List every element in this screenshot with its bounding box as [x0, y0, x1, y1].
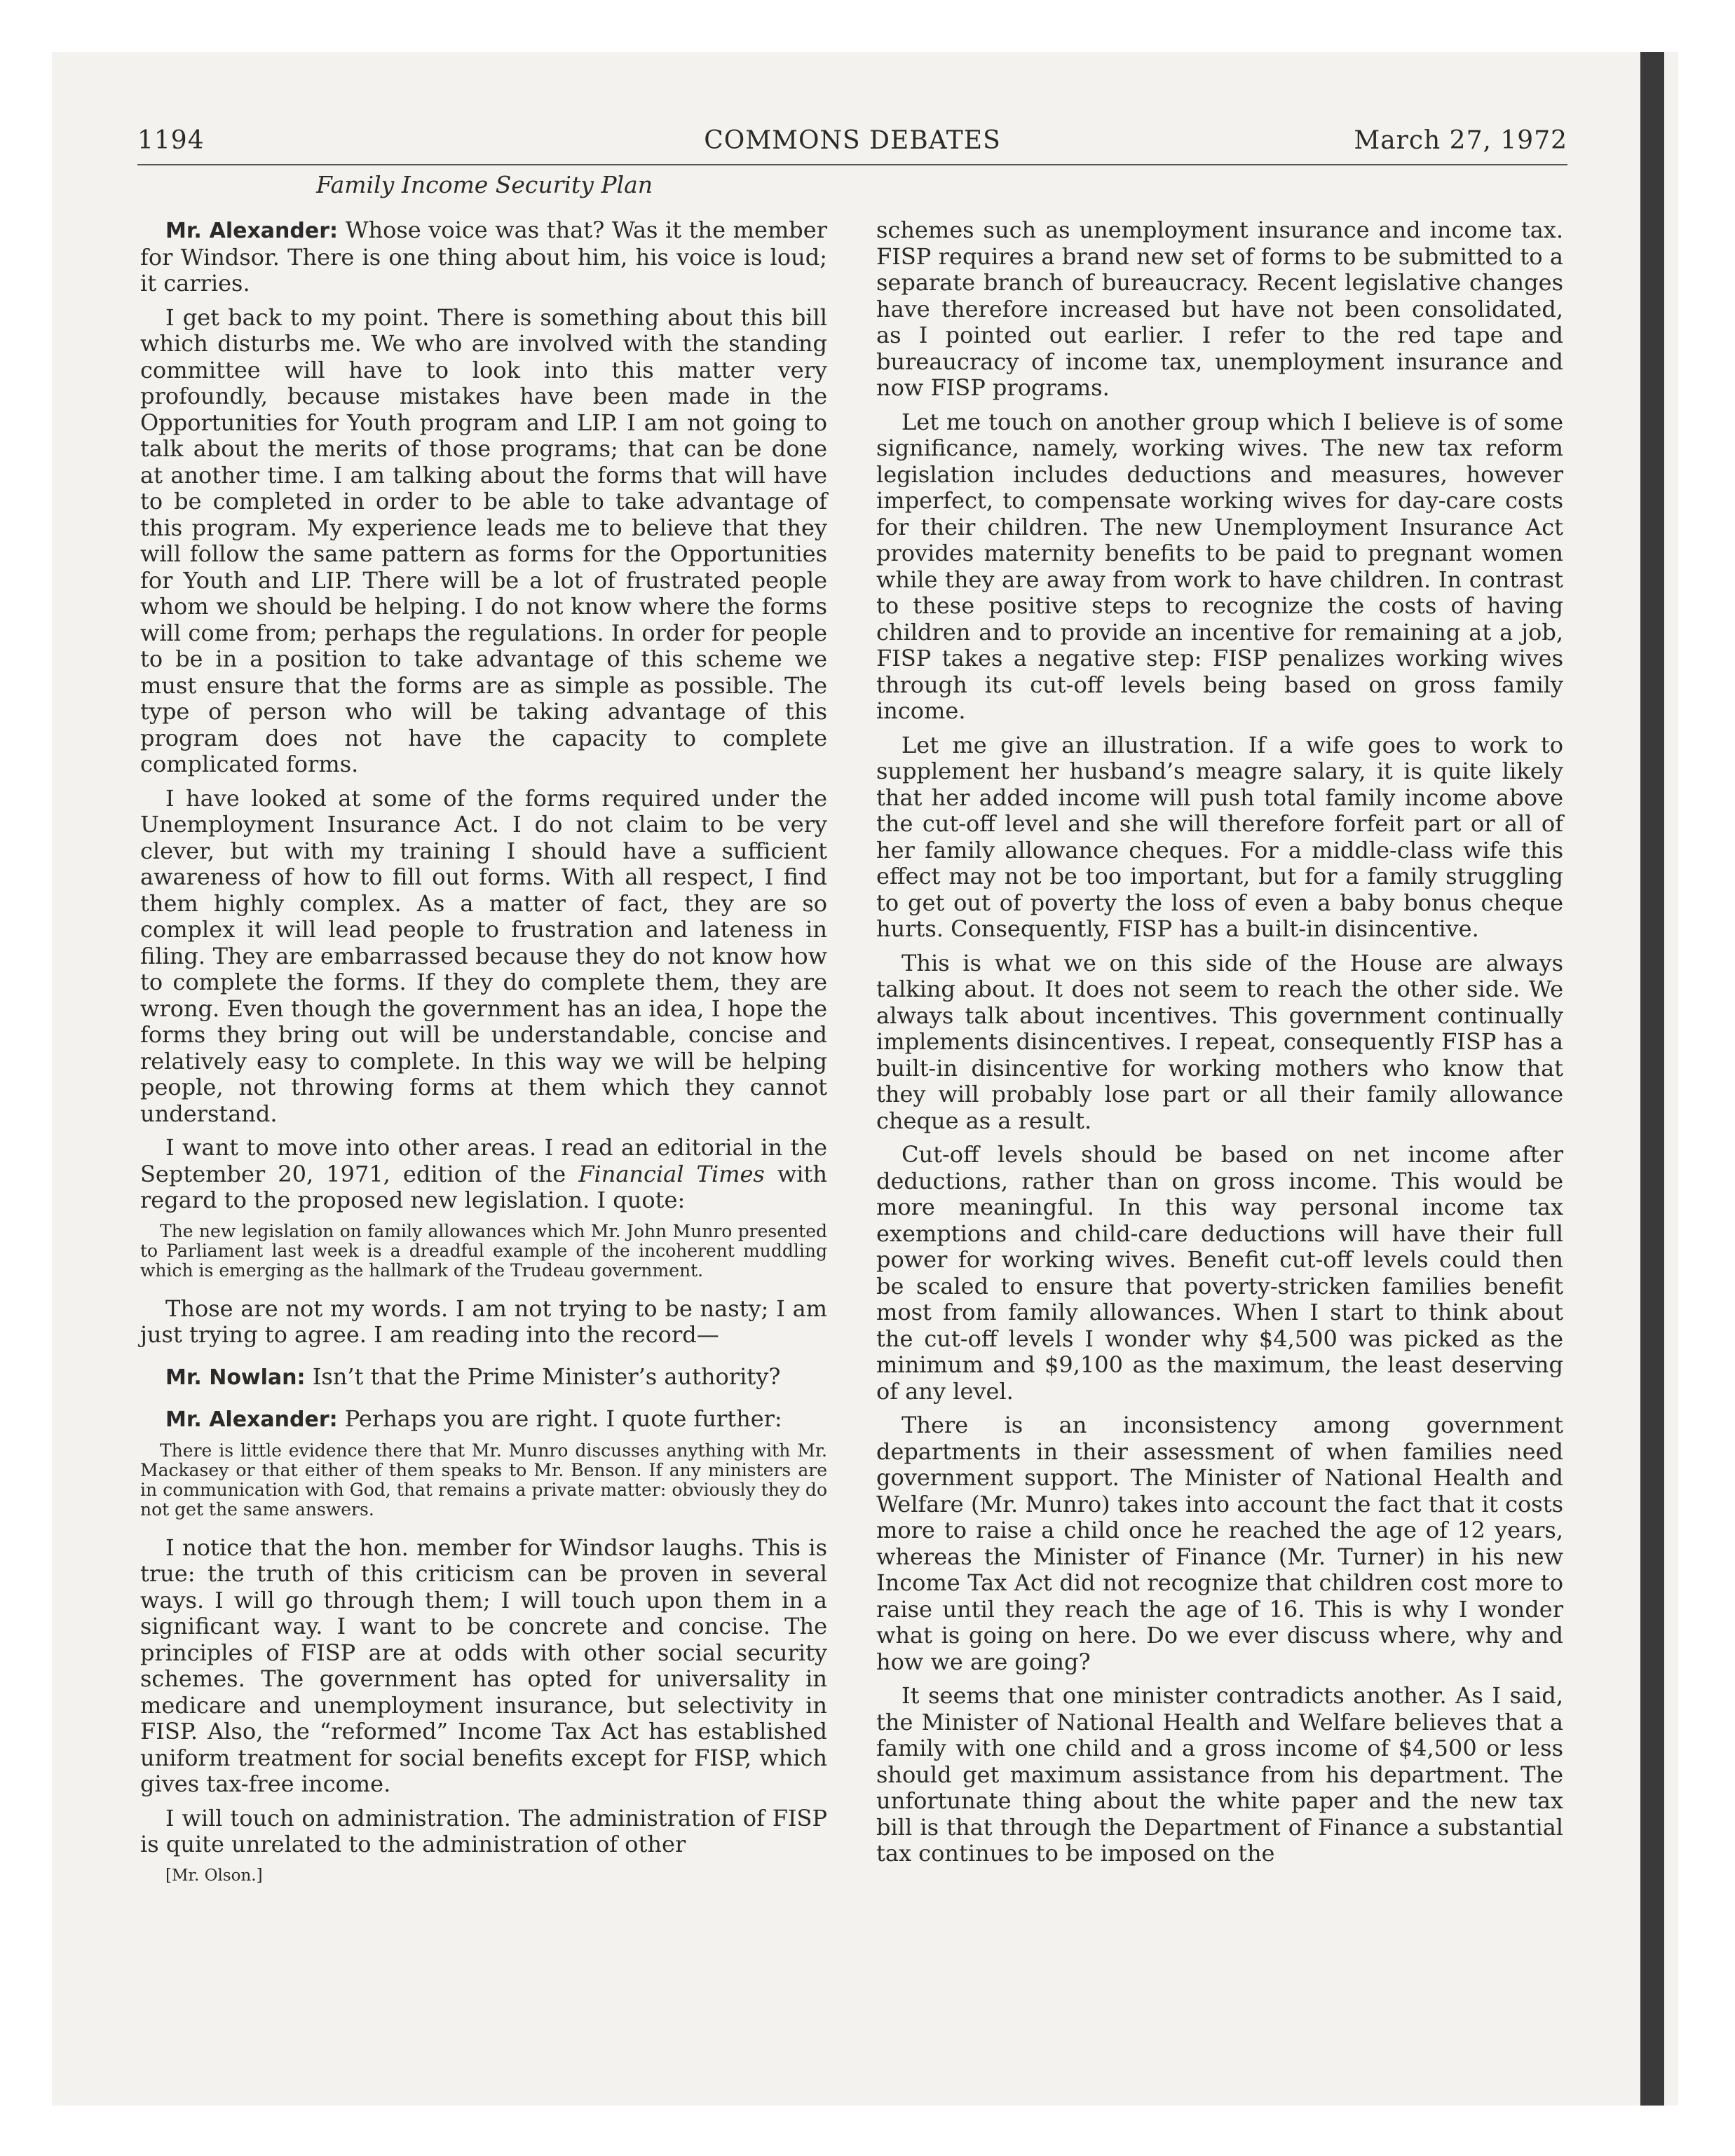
footnote: [Mr. Olson.]: [165, 1866, 263, 1885]
page-date: March 27, 1972: [1354, 126, 1567, 155]
paragraph: I will touch on administration. The administration of FISP is quite unrelated to the administration of other: [140, 1804, 827, 1857]
paragraph: There is an inconsistency among government departments in their assessment of when families need government support. The Minister of National Health and Welfare (Mr. Munro) takes into account the fact that it costs more to raise a child once he reached the age of 12 years, whereas the Minister of Finance (Mr. Turner) in his new Income Tax Act did not recognize that children cost more to raise until they reach the age of 16. This is why I wonder what is going on here. Do we ever discuss where, why and how we are going?: [876, 1412, 1563, 1675]
block-quote: There is little evidence there that Mr. Munro discusses anything with Mr. Mackasey or that either of them speaks to Mr. Benson. If any ministers are in communication with God, that remains a private matter: obviously they do not get the same answers.: [140, 1440, 827, 1520]
binding-edge: [1640, 52, 1664, 2106]
text-run: I want to move into other areas. I read an editorial in the September 20, 1971, edition of the: [140, 1134, 827, 1187]
paragraph: I get back to my point. There is something about this bill which disturbs me. We who are involved with the standing committee will have to look into this matter very profoundly, because mistakes have been made in the Opportunities for Youth program and LIP. I am not going to talk about the merits of those programs; that can be done at another time. I am talking about the forms that will have to be completed in order to be able to take advantage of this program. My experience leads me to believe that they will follow the same pattern as forms for the Opportunities for Youth and LIP. There will be a lot of frustrated people whom we should be helping. I do not know where the forms will come from; perhaps the regulations. In order for people to be in a position to take advantage of this scheme we must ensure that the forms are as simple as possible. The type of person who will be taking advantage of this program does not have the capacity to complete complicated forms.: [140, 303, 827, 777]
paragraph: [140, 1364, 827, 1391]
paragraph: Those are not my words. I am not trying to be nasty; I am just trying to agree. I am reading into the record—: [140, 1295, 827, 1348]
paragraph: [140, 1406, 827, 1433]
publication-name: Financial Times: [578, 1160, 765, 1187]
left-column: [140, 217, 827, 1893]
paragraph: [140, 217, 827, 297]
paragraph: I have looked at some of the forms required under the Unemployment Insurance Act. I do not claim to be very clever, but with my training I should have a sufficient awareness of how to fill out forms. With all respect, I find them highly complex. As a matter of fact, they are so complex it will lead people to frustration and lateness in filing. They are embarrassed because they do not know how to complete the forms. If they do complete them, they are wrong. Even though the government has an idea, I hope the forms they bring out will be understandable, concise and relatively easy to complete. In this way we will be helping people, not throwing forms at them which they cannot understand.: [140, 784, 827, 1127]
paragraph: Cut-off levels should be based on net income after deductions, rather than on gross income. This would be more meaningful. In this way personal income tax exemptions and child-care deductions will have their full power for working wives. Benefit cut-off levels could then be scaled to ensure that poverty-stricken families benefit most from family allowances. When I start to think about the cut-off levels I wonder why $4,500 was picked as the minimum and $9,100 as the maximum, the least deserving of any level.: [876, 1141, 1563, 1405]
speech-text: Isn’t that the Prime Minister’s authority?: [305, 1363, 781, 1390]
header-rule: [137, 164, 1567, 165]
paragraph: It seems that one minister contradicts another. As I said, the Minister of National Health and Welfare believes that a family with one child and a gross income of $4,500 or less should get maximum assistance from his department. The unfortunate thing about the white paper and the new tax bill is that through the Department of Finance a substantial tax continues to be imposed on the: [876, 1682, 1563, 1867]
paragraph: This is what we on this side of the House are always talking about. It does not seem to reach the other side. We always talk about incentives. This government continually implements disincentives. I repeat, consequently FISP has a built-in disincentive for working mothers who know that they will probably lose part or all their family allowance cheque as a result.: [876, 949, 1563, 1134]
page-header: [137, 126, 1567, 165]
paragraph: Let me give an illustration. If a wife goes to work to supplement her husband’s meagre salary, it is quite likely that her added income will push total family income above the cut-off level and she will therefore forfeit part or all of her family allowance cheques. For a middle-class wife this effect may not be too important, but for a family struggling to get out of poverty the loss of even a baby bonus cheque hurts. Consequently, FISP has a built-in disincentive.: [876, 731, 1563, 942]
speech-text: Perhaps you are right. I quote further:: [337, 1405, 782, 1432]
speaker-name: Mr. Alexander:: [165, 1407, 338, 1432]
speaker-name: Mr. Alexander:: [165, 219, 339, 243]
section-title: Family Income Security Plan: [315, 171, 653, 198]
paragraph: Let me touch on another group which I believe is of some significance, namely, working wives. The new tax reform legislation includes deductions and measures, however imperfect, to compensate working wives for day-care costs for their children. The new Unemployment Insurance Act provides maternity benefits to be paid to pregnant women while they are away from work to have children. In contrast to these positive steps to recognize the costs of having children and to provide an incentive for remaining at a job, FISP takes a negative step: FISP penalizes working wives through its cut-off levels being based on gross family income.: [876, 408, 1563, 724]
paragraph: I notice that the hon. member for Windsor laughs. This is true: the truth of this criticism can be proven in several ways. I will go through them; I will touch upon them in a significant way. I want to be concrete and concise. The principles of FISP are at odds with other social security schemes. The government has opted for universality in medicare and unemployment insurance, but selectivity in FISP. Also, the “reformed” Income Tax Act has established uniform treatment for social benefits except for FISP, which gives tax-free income.: [140, 1534, 827, 1797]
speech-text: Whose voice was that? Was it the member for Windsor. There is one thing about him, his voice is loud; it carries.: [140, 217, 828, 296]
block-quote: The new legislation on family allowances which Mr. John Munro presented to Parliament last week is a dreadful example of the incoherent muddling which is emerging as the hallmark of the Trudeau government.: [140, 1220, 827, 1281]
speaker-name: Mr. Nowlan:: [165, 1365, 306, 1390]
paragraph: [140, 1135, 827, 1214]
page-number: 1194: [137, 126, 205, 155]
text-run: with regard to the proposed new legislation. I quote:: [140, 1160, 828, 1213]
right-column: [876, 217, 1563, 1875]
publication-title: COMMONS DEBATES: [704, 126, 1001, 155]
paragraph: schemes such as unemployment insurance and income tax. FISP requires a brand new set of forms to be submitted to a separate branch of bureaucracy. Recent legislative changes have therefore increased but have not been consolidated, as I pointed out earlier. I refer to the red tape and bureaucracy of income tax, unemployment insurance and now FISP programs.: [876, 217, 1563, 401]
